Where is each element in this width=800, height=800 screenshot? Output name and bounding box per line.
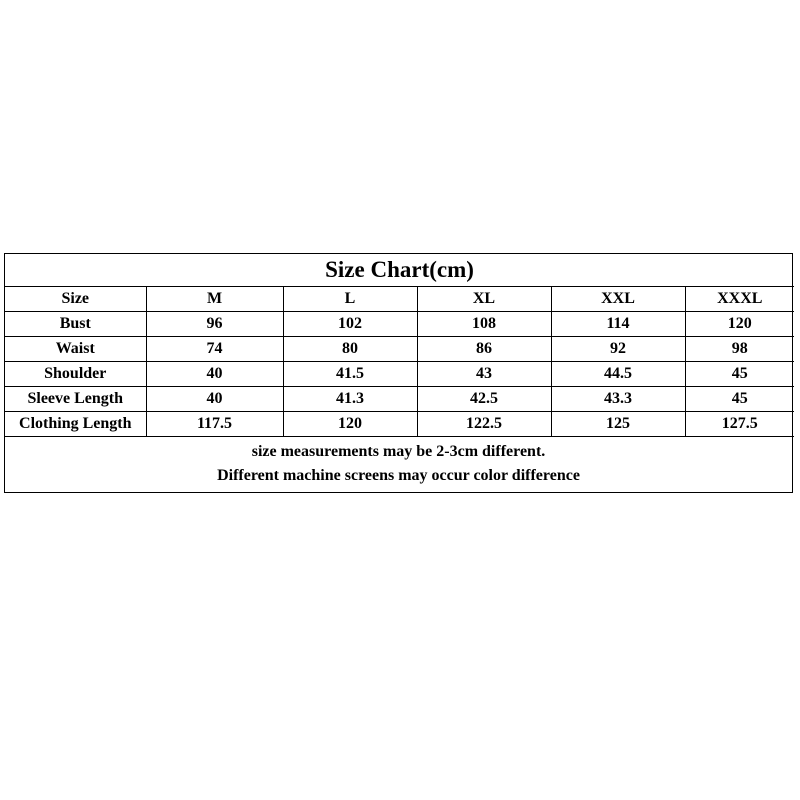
table-row: [5, 337, 794, 362]
table-cell: 74: [146, 337, 283, 362]
table-cell: 120: [283, 412, 417, 437]
table-cell: 80: [283, 337, 417, 362]
table-cell: 44.5: [551, 362, 685, 387]
row-label: Clothing Length: [5, 412, 146, 437]
table-cell: 125: [551, 412, 685, 437]
table-cell: 108: [417, 312, 551, 337]
table-cell: 96: [146, 312, 283, 337]
header-label: Size: [5, 287, 146, 312]
table-cell: 41.5: [283, 362, 417, 387]
size-table: [5, 254, 794, 437]
size-xxxl: XXXL: [685, 287, 794, 312]
table-cell: 122.5: [417, 412, 551, 437]
table-row: [5, 312, 794, 337]
row-label: Waist: [5, 337, 146, 362]
table-cell: 98: [685, 337, 794, 362]
table-row: [5, 362, 794, 387]
table-cell: 40: [146, 362, 283, 387]
title-row: [5, 254, 794, 287]
note-color: Different machine screens may occur color difference: [217, 467, 580, 484]
row-label: Sleeve Length: [5, 387, 146, 412]
notes: [5, 440, 792, 488]
table-cell: 114: [551, 312, 685, 337]
table-cell: 120: [685, 312, 794, 337]
table-cell: 45: [685, 387, 794, 412]
size-xxl: XXL: [551, 287, 685, 312]
row-label: Bust: [5, 312, 146, 337]
table-cell: 86: [417, 337, 551, 362]
size-l: L: [283, 287, 417, 312]
note-measurements: size measurements may be 2-3cm different.: [251, 443, 546, 460]
table-cell: 45: [685, 362, 794, 387]
chart-title: Size Chart(cm): [5, 254, 794, 287]
table-row: [5, 412, 794, 437]
table-row: [5, 387, 794, 412]
table-cell: 102: [283, 312, 417, 337]
table-cell: 40: [146, 387, 283, 412]
row-label: Shoulder: [5, 362, 146, 387]
table-cell: 42.5: [417, 387, 551, 412]
size-chart: [4, 253, 793, 493]
table-cell: 92: [551, 337, 685, 362]
size-m: M: [146, 287, 283, 312]
table-cell: 41.3: [283, 387, 417, 412]
size-xl: XL: [417, 287, 551, 312]
header-row: [5, 287, 794, 312]
table-cell: 43: [417, 362, 551, 387]
table-cell: 117.5: [146, 412, 283, 437]
table-cell: 127.5: [685, 412, 794, 437]
table-cell: 43.3: [551, 387, 685, 412]
